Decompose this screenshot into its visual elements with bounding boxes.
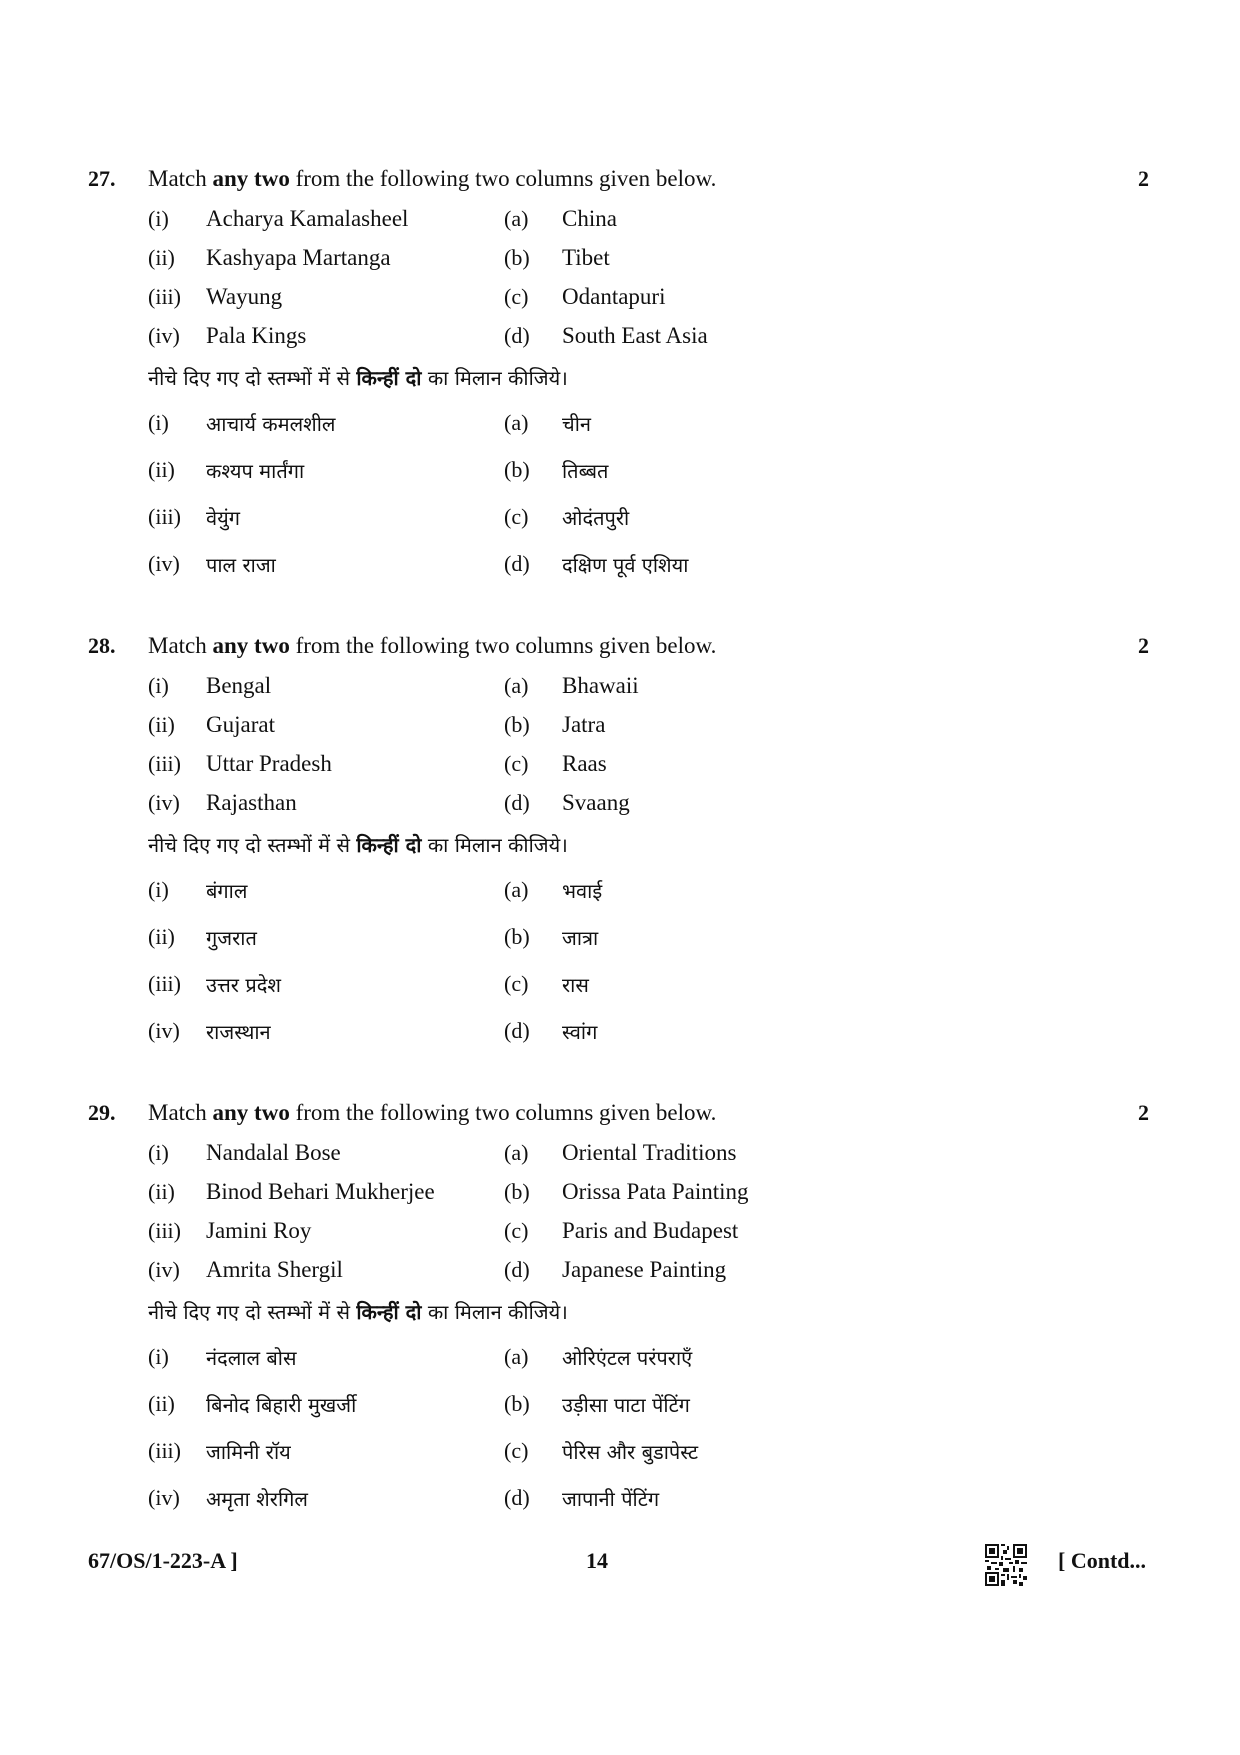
- continued-marker: [ Contd...: [1058, 1548, 1147, 1573]
- match-row-hi: (ii) बिनोद बिहारी मुखर्जी (b) उड़ीसा पाटा पेंटिंग: [148, 1391, 690, 1417]
- question-marks: 2: [1138, 166, 1149, 191]
- match-row-en: (ii) Binod Behari Mukherjee (b) Orissa Pata Painting: [148, 1179, 749, 1204]
- match-row-en: (iii) Uttar Pradesh (c) Raas: [148, 751, 607, 776]
- question-prompt: Match any two from the following two columns given below.: [148, 166, 717, 191]
- match-row-hi: (i) बंगाल (a) भवाई: [148, 877, 603, 903]
- hindi-instruction: नीचे दिए गए दो स्तम्भों में से किन्हीं दो का मिलान कीजिये।: [148, 366, 568, 390]
- match-row-hi: (ii) कश्यप मार्तंगा (b) तिब्बत: [148, 457, 609, 483]
- match-row-en: (iii) Jamini Roy (c) Paris and Budapest: [148, 1218, 739, 1243]
- page-number: 14: [586, 1548, 608, 1573]
- paper-code: 67/OS/1-223-A ]: [88, 1548, 238, 1573]
- match-row-hi: (iv) राजस्थान (d) स्वांग: [148, 1018, 598, 1044]
- match-row-en: (iv) Pala Kings (d) South East Asia: [148, 323, 708, 348]
- match-row-hi: (iv) पाल राजा (d) दक्षिण पूर्व एशिया: [148, 551, 689, 577]
- match-row-en: (i) Acharya Kamalasheel (a) China: [148, 206, 617, 231]
- question-header: [0, 166, 1240, 200]
- match-row-en: (i) Bengal (a) Bhawaii: [148, 673, 639, 698]
- question-header: [0, 1100, 1240, 1134]
- page-footer: [0, 1548, 1240, 1588]
- hindi-instruction: नीचे दिए गए दो स्तम्भों में से किन्हीं दो का मिलान कीजिये।: [148, 833, 568, 857]
- qr-code-icon: [985, 1544, 1027, 1586]
- question-marks: 2: [1138, 1100, 1149, 1125]
- match-row-hi: (iii) वेयुंग (c) ओदंतपुरी: [148, 504, 630, 530]
- question-header: [0, 633, 1240, 667]
- question-number: 28.: [88, 633, 116, 658]
- match-row-hi: (iii) जामिनी रॉय (c) पेरिस और बुडापेस्ट: [148, 1438, 699, 1464]
- question-prompt: Match any two from the following two columns given below.: [148, 633, 717, 658]
- hindi-instruction: नीचे दिए गए दो स्तम्भों में से किन्हीं दो का मिलान कीजिये।: [148, 1300, 568, 1324]
- match-row-en: (ii) Kashyapa Martanga (b) Tibet: [148, 245, 610, 270]
- match-row-hi: (ii) गुजरात (b) जात्रा: [148, 924, 599, 950]
- question-number: 29.: [88, 1100, 116, 1125]
- question-number: 27.: [88, 166, 116, 191]
- match-row-en: (iv) Amrita Shergil (d) Japanese Painting: [148, 1257, 727, 1282]
- match-row-hi: (iv) अमृता शेरगिल (d) जापानी पेंटिंग: [148, 1485, 660, 1511]
- question-marks: 2: [1138, 633, 1149, 658]
- match-row-hi: (iii) उत्तर प्रदेश (c) रास: [148, 971, 589, 997]
- match-row-en: (iii) Wayung (c) Odantapuri: [148, 284, 666, 309]
- match-row-en: (iv) Rajasthan (d) Svaang: [148, 790, 630, 815]
- match-row-en: (ii) Gujarat (b) Jatra: [148, 712, 606, 737]
- match-row-en: (i) Nandalal Bose (a) Oriental Traditions: [148, 1140, 737, 1165]
- match-row-hi: (i) आचार्य कमलशील (a) चीन: [148, 410, 591, 436]
- question-prompt: Match any two from the following two columns given below.: [148, 1100, 717, 1125]
- match-row-hi: (i) नंदलाल बोस (a) ओरिएंटल परंपराएँ: [148, 1344, 693, 1370]
